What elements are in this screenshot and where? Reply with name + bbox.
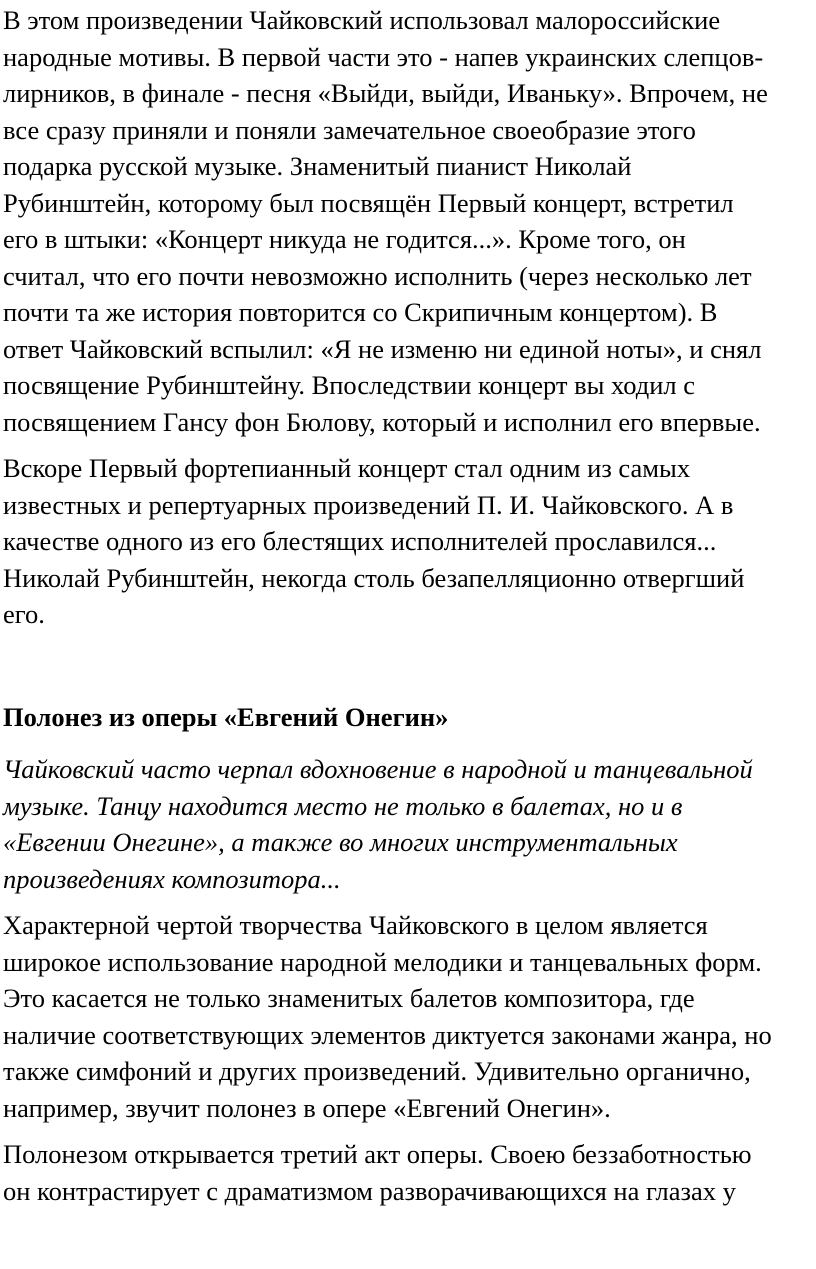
section-intro: Чайковский часто черпал вдохновение в народной и танцевальной музыке. Танцу находится место не только в балетах, но и в «Евгении Онегине», а также во многих инструментальных произведениях композитора... (3, 754, 753, 894)
paragraph-concerto-fame: Вскоре Первый фортепианный концерт стал одним из самых известных и репертуарных произведений П. И. Чайковского. А в качестве одного из его блестящих исполнителей прославился... Николай Рубинштейн, некогда столь безапелляционно отвергший его. (3, 453, 745, 629)
paragraph-concerto-history: В этом произведении Чайковский использовал малороссийские народные мотивы. В первой части это - напев украинских слепцов- лирников, в финале - песня «Выйди, выйди, Иваньку». Впрочем, не все сразу приняли и поняли замечательное своеобразие этого подарка русской музыке. Знаменитый пианист Николай Рубинштейн, которому был посвящён Первый концерт, встретил его в штыки: «Концерт никуда не годится...». Кроме того, он считал, что его почти невозможно исполнить (через несколько лет почти та же история повторится со Скрипичным концертом). В ответ Чайковский вспылил: «Я не изменю ни единой ноты», и снял посвящение Рубинштейну. Впоследствии концерт вы ходил с посвящением Гансу фон Бюлову, который и исполнил его впервые. (3, 5, 768, 437)
section-spacer (3, 643, 810, 699)
section-heading: Полонез из оперы «Евгений Онегин» (3, 701, 449, 732)
paragraph-folk-dance: Характерной чертой творчества Чайковского в целом является широкое использование народной мелодики и танцевальных форм. Это касается не только знаменитых балетов композитора, где наличие соответствующих элементов диктуется законами жанра, но также симфоний и других произведений. Удивительно органично, например, звучит полонез в опере «Евгений Онегин». (3, 910, 772, 1123)
paragraph-polonaise: Полонезом открывается третий акт оперы. Своею беззаботностью он контрастирует с драматизмом разворачивающихся на глазах у (3, 1139, 752, 1206)
